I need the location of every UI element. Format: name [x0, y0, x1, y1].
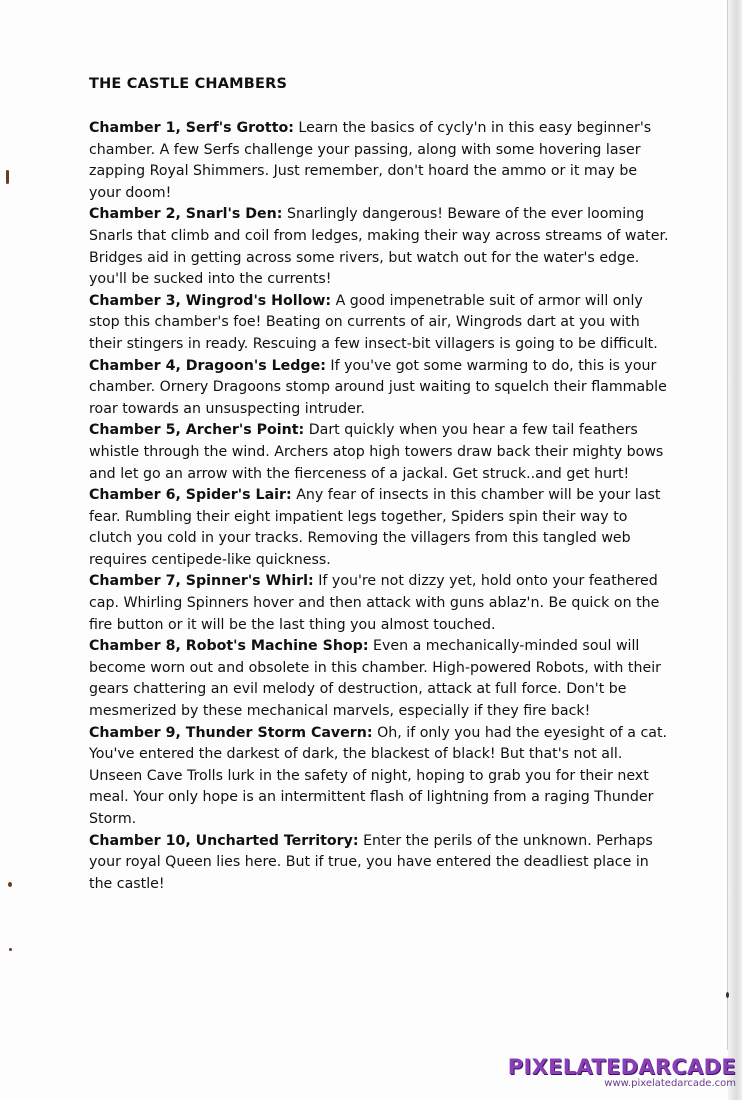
chamber-description: Snarlingly dangerous! Beware of the ever looming Snarls that climb and coil from ledges, making their way across streams of water. Bridges aid in getting across some rivers, but watch out for the water's edge. you'll be sucked into the currents! [89, 206, 669, 288]
chamber-description: Oh, if only you had the eyesight of a cat. You've entered the darkest of dark, the blackest of black! But that's not all. Unseen Cave Trolls lurk in the safety of night, hoping to grab you for their next meal. Your only hope is an intermittent flash of lightning from a raging Thunder Storm. [89, 724, 668, 827]
chamber-description: If you've got some warming to do, this is your chamber. Ornery Dragoons stomp around just waiting to squelch their flammable roar towards an unsuspecting intruder. [89, 357, 667, 417]
chamber-entry [89, 571, 669, 636]
chamber-description: Dart quickly when you hear a few tail feathers whistle through the wind. Archers atop high towers draw back their mighty bows and let go an arrow with the fierceness of a jackal. Get struck..and get hurt! [89, 422, 664, 482]
scan-speck [8, 882, 12, 887]
chamber-entry [89, 485, 669, 571]
chamber-entry [89, 118, 669, 204]
chamber-name: Chamber 8, Robot's Machine Shop: [89, 638, 369, 655]
chamber-name: Chamber 1, Serf's Grotto: [89, 120, 294, 136]
chamber-entry [89, 356, 669, 421]
chamber-description: Even a mechanically-minded soul will become worn out and obsolete in this chamber. High-powered Robots, with their gears chattering an evil melody of destruction, attack at full force. Don't be mesmerized by these mechanical marvels, especially if they fire back! [89, 638, 661, 720]
chamber-name: Chamber 7, Spinner's Whirl: [89, 573, 314, 590]
chamber-description: If you're not dizzy yet, hold onto your feathered cap. Whirling Spinners hover and then attack with guns ablaz'n. Be quick on the fire button or it will be the last thing you almost touched. [89, 573, 660, 633]
chamber-entry [89, 291, 669, 356]
chamber-name: Chamber 6, Spider's Lair: [89, 487, 292, 504]
watermark-logo: PIXELATEDARCADE [507, 1055, 736, 1079]
chamber-entry [89, 831, 669, 896]
chamber-name: Chamber 2, Snarl's Den: [89, 206, 283, 223]
scan-speck [6, 170, 9, 184]
chamber-description: Learn the basics of cycly'n in this easy beginner's chamber. A few Serfs challenge your passing, along with some hovering laser zapping Royal Shimmers. Just remember, don't hoard the ammo or it may be your doom! [89, 120, 652, 201]
chamber-entry [89, 204, 669, 290]
chamber-name: Chamber 10, Uncharted Territory: [89, 832, 359, 849]
chamber-entry [89, 723, 669, 831]
watermark-url: www.pixelatedarcade.com [604, 1078, 736, 1089]
chamber-name: Chamber 3, Wingrod's Hollow: [89, 292, 332, 309]
chamber-description: A good impenetrable suit of armor will only stop this chamber's foe! Beating on currents of air, Wingrods dart at you with their stingers in ready. Rescuing a few insect-bit villagers is going to be difficult. [89, 292, 658, 352]
site-watermark [508, 1056, 736, 1090]
chamber-description: Any fear of insects in this chamber will be your last fear. Rumbling their eight impatient legs together, Spiders spin their way to clutch you cold in your tracks. Removing the villagers from this tangled web requires centipede-like quickness. [89, 487, 661, 568]
chamber-name: Chamber 5, Archer's Point: [89, 422, 305, 439]
document-body [89, 74, 669, 895]
section-heading: THE CASTLE CHAMBERS [89, 76, 288, 92]
chamber-entry [89, 420, 669, 485]
chamber-description: Enter the perils of the unknown. Perhaps your royal Queen lies here. But if true, you have entered the deadliest place in the castle! [89, 832, 653, 892]
scan-speck [9, 948, 12, 951]
page-edge-shadow [728, 0, 742, 1100]
chamber-name: Chamber 9, Thunder Storm Cavern: [89, 724, 373, 741]
chamber-name: Chamber 4, Dragoon's Ledge: [89, 357, 326, 374]
chamber-entry [89, 636, 669, 722]
scan-speck [726, 992, 729, 998]
